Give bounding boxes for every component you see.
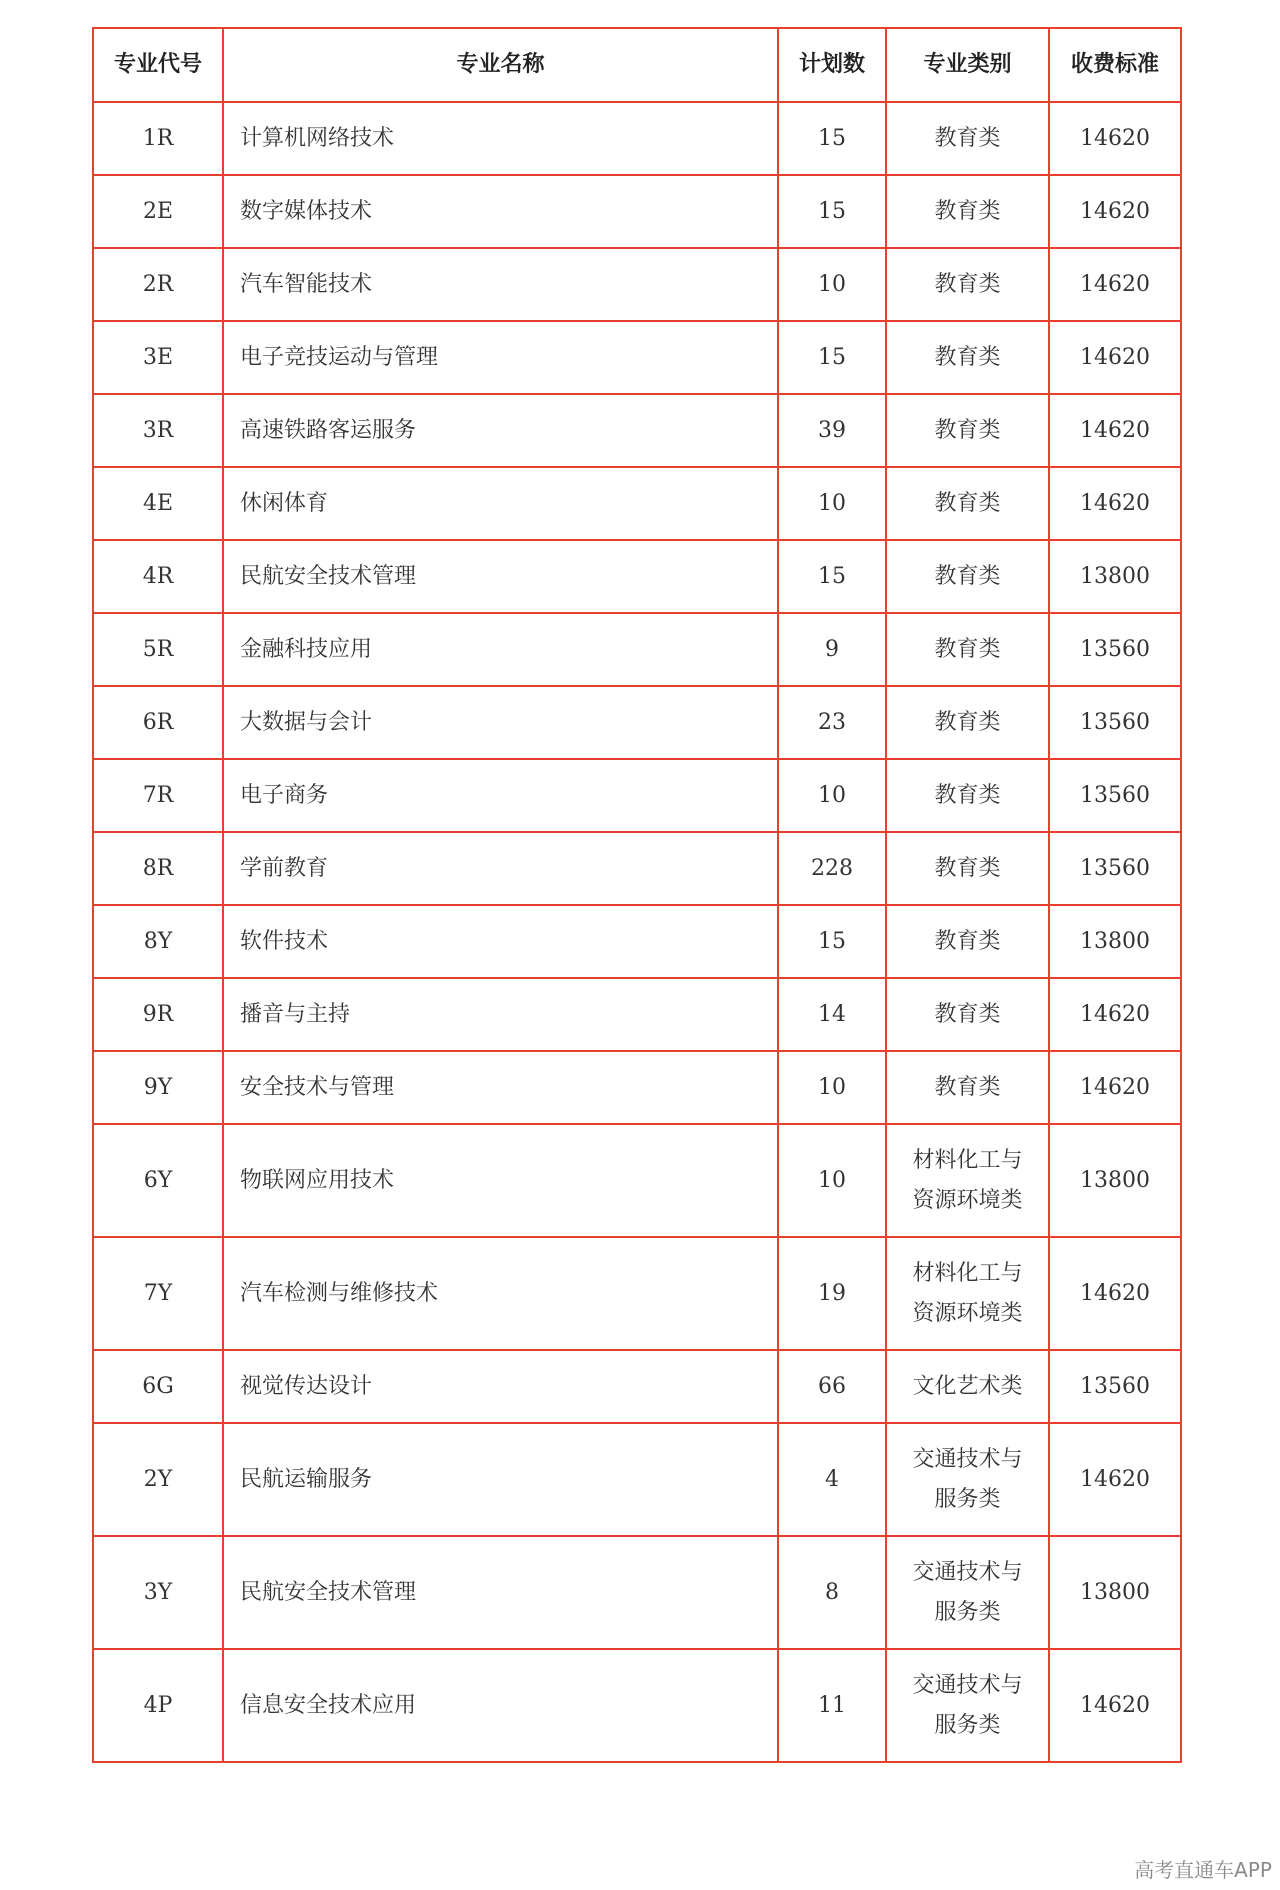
table-row	[93, 467, 1181, 540]
cell-name: 汽车检测与维修技术	[223, 1237, 778, 1350]
watermark: 高考直通车APP	[1134, 1858, 1272, 1882]
cell-code: 8R	[93, 832, 223, 905]
cell-code: 5R	[93, 613, 223, 686]
cell-name: 金融科技应用	[223, 613, 778, 686]
cell-plan: 10	[778, 248, 886, 321]
cell-plan: 39	[778, 394, 886, 467]
table-row	[93, 1350, 1181, 1423]
cell-name: 计算机网络技术	[223, 102, 778, 175]
cell-category: 教育类	[886, 540, 1049, 613]
cell-code: 6G	[93, 1350, 223, 1423]
cell-fee: 14620	[1049, 175, 1181, 248]
cell-code: 2R	[93, 248, 223, 321]
cell-category: 教育类	[886, 175, 1049, 248]
cell-category: 教育类	[886, 978, 1049, 1051]
cell-category: 教育类	[886, 759, 1049, 832]
cell-plan: 14	[778, 978, 886, 1051]
cell-code: 6R	[93, 686, 223, 759]
cell-fee: 14620	[1049, 467, 1181, 540]
cell-code: 1R	[93, 102, 223, 175]
table-row	[93, 1423, 1181, 1536]
cell-name: 播音与主持	[223, 978, 778, 1051]
cell-name: 民航安全技术管理	[223, 1536, 778, 1649]
cell-category: 交通技术与 服务类	[886, 1423, 1049, 1536]
cell-plan: 19	[778, 1237, 886, 1350]
cell-fee: 14620	[1049, 1649, 1181, 1762]
cell-fee: 14620	[1049, 978, 1181, 1051]
cell-code: 2E	[93, 175, 223, 248]
cell-fee: 13800	[1049, 1536, 1181, 1649]
header-code: 专业代号	[93, 28, 223, 102]
cell-category: 教育类	[886, 613, 1049, 686]
table-row	[93, 394, 1181, 467]
table-row	[93, 1237, 1181, 1350]
cell-name: 汽车智能技术	[223, 248, 778, 321]
cell-fee: 13800	[1049, 1124, 1181, 1237]
cell-plan: 8	[778, 1536, 886, 1649]
cell-plan: 23	[778, 686, 886, 759]
table-row	[93, 686, 1181, 759]
cell-category: 教育类	[886, 1051, 1049, 1124]
cell-plan: 9	[778, 613, 886, 686]
cell-plan: 11	[778, 1649, 886, 1762]
header-name: 专业名称	[223, 28, 778, 102]
cell-category: 教育类	[886, 321, 1049, 394]
cell-category: 教育类	[886, 905, 1049, 978]
cell-name: 电子竞技运动与管理	[223, 321, 778, 394]
cell-category: 教育类	[886, 248, 1049, 321]
cell-name: 信息安全技术应用	[223, 1649, 778, 1762]
table-row	[93, 759, 1181, 832]
table-row	[93, 905, 1181, 978]
header-fee: 收费标准	[1049, 28, 1181, 102]
cell-plan: 15	[778, 540, 886, 613]
cell-category: 交通技术与 服务类	[886, 1536, 1049, 1649]
cell-plan: 15	[778, 175, 886, 248]
cell-code: 4R	[93, 540, 223, 613]
cell-plan: 10	[778, 467, 886, 540]
cell-fee: 13560	[1049, 832, 1181, 905]
cell-fee: 13560	[1049, 613, 1181, 686]
cell-fee: 13560	[1049, 686, 1181, 759]
major-table	[92, 27, 1182, 1763]
cell-fee: 14620	[1049, 321, 1181, 394]
cell-plan: 10	[778, 1051, 886, 1124]
cell-fee: 14620	[1049, 1237, 1181, 1350]
header-plan: 计划数	[778, 28, 886, 102]
cell-code: 4E	[93, 467, 223, 540]
cell-name: 休闲体育	[223, 467, 778, 540]
cell-code: 8Y	[93, 905, 223, 978]
cell-plan: 15	[778, 905, 886, 978]
cell-name: 软件技术	[223, 905, 778, 978]
table-row	[93, 978, 1181, 1051]
table-row	[93, 832, 1181, 905]
table-row	[93, 248, 1181, 321]
table-row	[93, 1051, 1181, 1124]
table-row	[93, 540, 1181, 613]
cell-name: 物联网应用技术	[223, 1124, 778, 1237]
cell-fee: 13560	[1049, 759, 1181, 832]
table-row	[93, 613, 1181, 686]
cell-name: 安全技术与管理	[223, 1051, 778, 1124]
cell-code: 7Y	[93, 1237, 223, 1350]
cell-category: 文化艺术类	[886, 1350, 1049, 1423]
cell-code: 9Y	[93, 1051, 223, 1124]
cell-name: 视觉传达设计	[223, 1350, 778, 1423]
cell-code: 6Y	[93, 1124, 223, 1237]
cell-fee: 14620	[1049, 1423, 1181, 1536]
cell-fee: 13800	[1049, 905, 1181, 978]
cell-category: 教育类	[886, 394, 1049, 467]
cell-name: 数字媒体技术	[223, 175, 778, 248]
table-row	[93, 321, 1181, 394]
cell-fee: 14620	[1049, 394, 1181, 467]
table-header-row	[93, 28, 1181, 102]
table-row	[93, 1124, 1181, 1237]
cell-code: 3Y	[93, 1536, 223, 1649]
cell-plan: 4	[778, 1423, 886, 1536]
cell-category: 教育类	[886, 467, 1049, 540]
cell-name: 大数据与会计	[223, 686, 778, 759]
table-row	[93, 175, 1181, 248]
cell-name: 学前教育	[223, 832, 778, 905]
cell-plan: 15	[778, 102, 886, 175]
cell-plan: 228	[778, 832, 886, 905]
cell-fee: 14620	[1049, 102, 1181, 175]
cell-plan: 15	[778, 321, 886, 394]
cell-name: 电子商务	[223, 759, 778, 832]
table-row	[93, 1536, 1181, 1649]
cell-fee: 14620	[1049, 1051, 1181, 1124]
cell-fee: 13800	[1049, 540, 1181, 613]
enrollment-plan-sheet	[92, 27, 1180, 1763]
cell-category: 材料化工与 资源环境类	[886, 1124, 1049, 1237]
cell-plan: 10	[778, 1124, 886, 1237]
cell-name: 民航运输服务	[223, 1423, 778, 1536]
cell-fee: 14620	[1049, 248, 1181, 321]
cell-plan: 10	[778, 759, 886, 832]
cell-fee: 13560	[1049, 1350, 1181, 1423]
table-row	[93, 1649, 1181, 1762]
cell-category: 材料化工与 资源环境类	[886, 1237, 1049, 1350]
table-row	[93, 102, 1181, 175]
cell-name: 高速铁路客运服务	[223, 394, 778, 467]
cell-code: 7R	[93, 759, 223, 832]
cell-code: 3R	[93, 394, 223, 467]
cell-code: 4P	[93, 1649, 223, 1762]
table-body	[93, 102, 1181, 1762]
header-category: 专业类别	[886, 28, 1049, 102]
cell-code: 9R	[93, 978, 223, 1051]
cell-category: 教育类	[886, 832, 1049, 905]
cell-code: 2Y	[93, 1423, 223, 1536]
cell-code: 3E	[93, 321, 223, 394]
cell-category: 教育类	[886, 686, 1049, 759]
cell-category: 教育类	[886, 102, 1049, 175]
cell-plan: 66	[778, 1350, 886, 1423]
cell-name: 民航安全技术管理	[223, 540, 778, 613]
cell-category: 交通技术与 服务类	[886, 1649, 1049, 1762]
